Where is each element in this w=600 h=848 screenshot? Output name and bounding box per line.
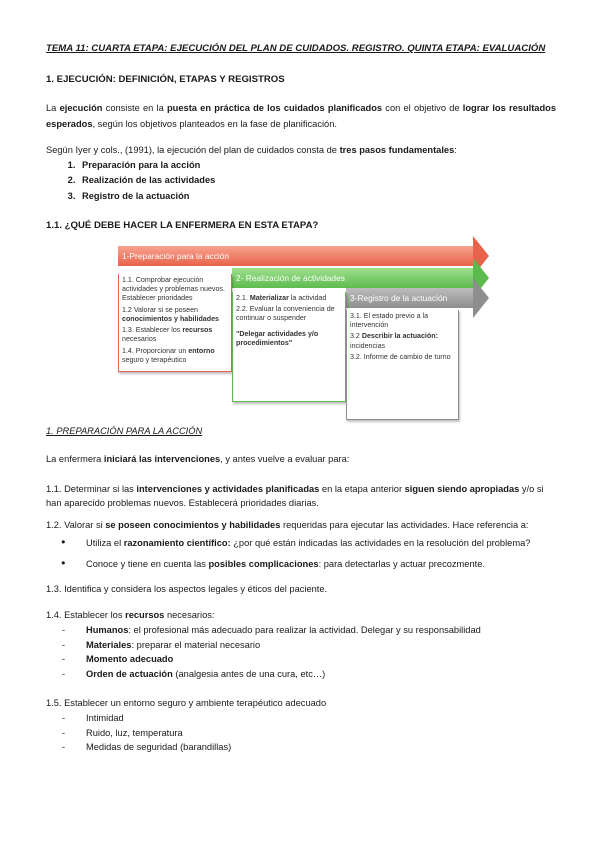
bold-text: recursos xyxy=(182,326,213,335)
box-item: "Delegar actividades y/o procedimientos" xyxy=(236,329,319,347)
text: la actividad xyxy=(288,294,327,302)
text: , y antes vuelve a evaluar para: xyxy=(220,454,350,464)
item-1-3: 1.3. Identifica y considera los aspectos legales y éticos del paciente. xyxy=(46,584,328,594)
text: Conoce y tiene en cuenta las xyxy=(86,558,209,569)
text: 2.1. xyxy=(236,294,250,302)
item-text: 1.5. Establecer un entorno seguro y ambiente terapéutico adecuado xyxy=(46,698,327,708)
bold-text: puesta en práctica de los cuidados planificados xyxy=(167,103,383,113)
box-item xyxy=(122,306,228,324)
text: 1.2 Valorar si se poseen xyxy=(122,305,198,314)
text: ¿por qué están indicadas las actividades en la resolución del problema? xyxy=(230,538,531,549)
bold-text: Momento adecuado xyxy=(86,654,174,665)
text: consiste en la xyxy=(102,103,167,113)
item-text xyxy=(46,608,560,622)
process-diagram xyxy=(118,236,488,426)
text: 1.4. Proporcionar un xyxy=(122,346,189,355)
bold-text: lograr los resultados esperados xyxy=(46,103,557,130)
bold-text: Describir la actuación: xyxy=(361,332,438,341)
bold-text: posibles complicaciones xyxy=(208,558,319,569)
bold-text: se poseen conocimientos y habilidades xyxy=(105,520,281,530)
box-item: 1.1. Comprobar ejecución actividades y problemas nuevos. Establecer prioridades xyxy=(122,276,225,303)
list-item: - Ruido, luz, temperatura xyxy=(86,726,560,740)
section-heading-ejecucion: 1. EJECUCIÓN: DEFINICIÓN, ETAPAS Y REGISTROS xyxy=(46,74,285,85)
text: 1.2. Valorar si xyxy=(46,520,106,530)
box-preparacion xyxy=(118,274,232,372)
box-item xyxy=(122,326,228,344)
steps-list xyxy=(62,158,215,204)
list-item xyxy=(86,536,560,550)
text: incidencias xyxy=(350,341,386,350)
bold-text: Orden de actuación xyxy=(86,668,173,679)
text: seguro y terapéutico xyxy=(122,355,187,364)
text: La enfermera xyxy=(46,454,104,464)
text: 3.2 xyxy=(350,332,362,341)
text: con el objetivo de xyxy=(382,103,463,113)
arrow-preparacion: 1-Preparación para la acción xyxy=(118,246,473,266)
list-item xyxy=(86,667,560,681)
list-item xyxy=(86,557,560,571)
box-item xyxy=(122,347,228,365)
list-item: 3. Registro de la actuación xyxy=(78,189,215,203)
text: : preparar el material necesario xyxy=(131,639,261,650)
box-item: 3.1. El estado previo a la intervención xyxy=(350,312,429,330)
bold-text: conocimientos y habilidades xyxy=(122,314,219,323)
item-1-1 xyxy=(46,482,560,511)
text: 1.3. Establecer los xyxy=(122,326,183,335)
text: : xyxy=(454,145,457,155)
text: requeridas para ejecutar las actividades. Hace referencia a: xyxy=(280,520,529,530)
box-item xyxy=(350,332,455,350)
bold-text: ejecución xyxy=(59,103,103,113)
bold-text: Materiales xyxy=(86,639,132,650)
bold-text: Materializar xyxy=(249,294,289,302)
paragraph-iyer xyxy=(46,143,556,157)
arrow-head-icon xyxy=(473,278,489,318)
bold-text: intervenciones y actividades planificadas xyxy=(136,484,320,494)
text: necesarios: xyxy=(164,610,215,620)
paragraph-enfermera xyxy=(46,452,349,466)
document-title: TEMA 11: CUARTA ETAPA: EJECUCIÓN DEL PLAN DE CUIDADOS. REGISTRO. QUINTA ETAPA: EVALUACIÓN xyxy=(46,43,546,54)
item-1-4 xyxy=(46,608,560,681)
bullet-list xyxy=(46,536,560,571)
text: (analgesia antes de una cura, etc…) xyxy=(172,668,326,679)
bold-text: tres pasos fundamentales xyxy=(339,145,455,155)
text: : para detectarlas y actuar precozmente. xyxy=(318,558,485,569)
text: necesarios xyxy=(122,335,157,344)
text: 1.1. Determinar si las xyxy=(46,484,137,494)
section-heading-preparacion: 1. PREPARACIÓN PARA LA ACCIÓN xyxy=(46,426,203,436)
bold-text: razonamiento científico: xyxy=(123,538,231,549)
arrow-registro: 3-Registro de la actuación xyxy=(346,288,473,308)
text: La xyxy=(46,103,60,113)
item-1-5 xyxy=(46,696,560,755)
text: en la etapa anterior xyxy=(319,484,405,494)
bold-text: entorno xyxy=(188,346,215,355)
list-item xyxy=(86,652,560,666)
item-text xyxy=(46,518,560,532)
dash-list xyxy=(46,623,560,681)
bold-text: Humanos xyxy=(86,625,129,636)
box-realizacion xyxy=(232,292,346,402)
box-item: 2.2. Evaluar la conveniencia de continuar o suspender xyxy=(236,305,335,323)
bold-text: siguen siendo apropiadas xyxy=(404,484,520,494)
text: Utiliza el xyxy=(86,538,124,549)
text: : el profesional más adecuado para realizar la actividad. Delegar y su responsabilidad xyxy=(128,625,481,636)
dash-list xyxy=(46,711,560,754)
arrow-realizacion: 2- Realización de actividades xyxy=(232,268,473,288)
text: , según los objetivos planteados en la fase de planificación. xyxy=(92,119,337,130)
box-registro xyxy=(346,310,459,420)
subsection-heading-enfermera: 1.1. ¿QUÉ DEBE HACER LA ENFERMERA EN ESTA ETAPA? xyxy=(46,220,319,231)
list-item xyxy=(86,623,560,637)
paragraph-definicion xyxy=(46,100,556,133)
item-1-2 xyxy=(46,518,560,577)
text: Según Iyer y cols., (1991), la ejecución del plan de cuidados consta de xyxy=(46,145,340,155)
text: 1.4. Establecer los xyxy=(46,610,126,620)
list-item xyxy=(86,638,560,652)
list-item: 2. Realización de las actividades xyxy=(78,173,215,187)
text: y/o si han aparecido problemas nuevos. Establecerá prioridades diarias. xyxy=(46,484,544,509)
bold-text: iniciará las intervenciones xyxy=(103,454,221,464)
box-item: 3.2. Informe de cambio de turno xyxy=(350,352,451,361)
list-item: - Medidas de seguridad (barandillas) xyxy=(86,740,560,754)
list-item: 1. Preparación para la acción xyxy=(78,158,215,172)
box-item xyxy=(236,294,342,303)
list-item: - Intimidad xyxy=(86,711,560,725)
bold-text: recursos xyxy=(125,610,165,620)
